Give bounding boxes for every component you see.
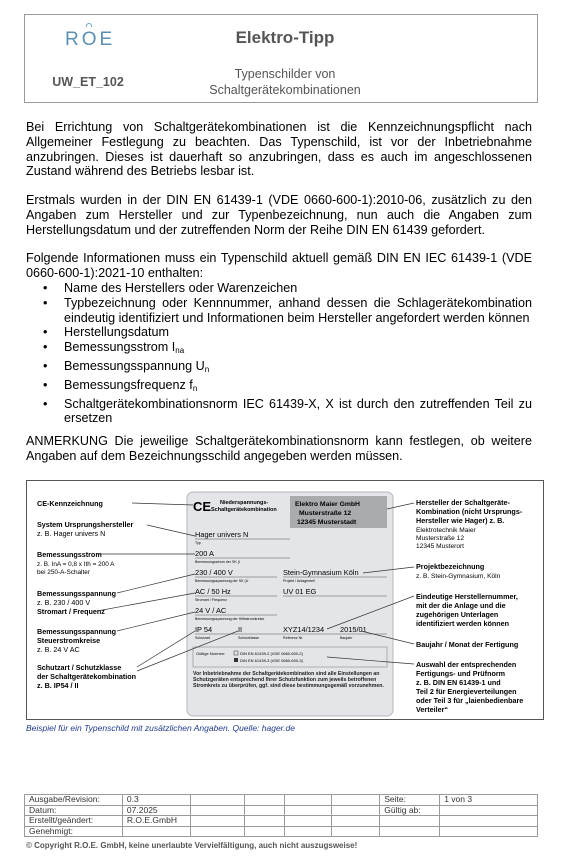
plate-ip-caption: Schutzart	[195, 636, 211, 640]
header-empty-cell	[419, 61, 537, 102]
right-labels	[416, 498, 523, 714]
label-current-example: z. B. InA = 0,8 x Ith = 200 A	[37, 561, 115, 568]
plate-type: Hager univers N	[195, 530, 249, 539]
label-control-example: z. B. 24 V AC	[37, 645, 80, 654]
plate-frequency: AC / 50 Hz	[195, 587, 231, 596]
plate-heading-2: Schaltgerätekombination	[211, 507, 277, 513]
date-label: Datum:	[25, 805, 123, 816]
label-voltage-example: z. B. 230 / 400 V	[37, 598, 91, 607]
approved-value	[122, 826, 190, 837]
revision-table	[24, 794, 538, 837]
revision-label: Ausgabe/Revision:	[25, 795, 123, 806]
plate-warning: Vor Inbetriebnahme der Schaltgerätekombination sind alle Einstellungen an Schutzgeräten entsprechend Ihrer Schutzfunktion zum jeweils betroffenen Stromkreis zu überprüfen, ggf. sind diese bestimmungsgemäß vorzunehmen.	[193, 671, 384, 690]
ce-mark: CE	[193, 499, 212, 514]
plate-ip: IP 54	[195, 625, 213, 634]
list-item: • Bemessungsfrequenz $f_n$	[26, 378, 532, 397]
plate-date-caption: Baujahr	[340, 636, 353, 640]
list-item: • Bemessungsspannung $U_n$	[26, 359, 532, 378]
table-row	[25, 816, 538, 827]
plate-project: Stein-Gymnasium Köln	[283, 568, 359, 577]
plate-current-caption: Bemessungsstrom der SK (I	[195, 560, 240, 564]
paragraph-2: Erstmals wurden in der DIN EN 61439-1 (VDE 0660-600-1):2010-06, zusätzlich zu den Angaben zum Hersteller und zur Typenbezeichnung, nun auch die Angaben zum Herstellungsdatum und der zutreffenden Norm der Reihe DIN EN 61439 gefordert.	[26, 193, 532, 237]
label-frequency: Stromart / Frequenz	[37, 607, 105, 616]
plate-class-caption: Schutzklasse	[238, 636, 260, 640]
manufacturer-street: Musterstraße 12	[299, 510, 352, 517]
plate-class: II	[238, 625, 243, 634]
plate-reference-caption: Referenz Nr.	[283, 636, 304, 640]
table-row	[25, 826, 538, 837]
table-row	[25, 805, 538, 816]
valid-from-value	[440, 805, 538, 816]
approved-label: Genehmigt:	[25, 826, 123, 837]
date-value: 07.2025	[122, 805, 190, 816]
label-ce: CE-Kennzeichnung	[37, 499, 103, 508]
norm-checkbox-2	[234, 658, 238, 662]
label-control-voltage: Bemessungsspannung	[37, 627, 117, 636]
copyright-notice: © Copyright R.O.E. GmbH, keine unerlaubte Vervielfältigung, auch nicht auszugsweise!	[26, 841, 358, 850]
label-manufacturer-city: 12345 Musterort	[416, 543, 465, 550]
title-cell	[151, 15, 419, 61]
page-value: 1 von 3	[440, 795, 538, 806]
table-row	[25, 795, 538, 806]
label-serial-4: identifiziert werden können	[416, 619, 510, 628]
label-build-year: Baujahr / Monat der Fertigung	[416, 640, 519, 649]
roe-logo	[65, 23, 116, 53]
author-label: Erstellt/geändert:	[25, 816, 123, 827]
label-control-circuits: Steuerstromkreise	[37, 636, 101, 645]
label-manufacturer-street: Musterstraße 12	[416, 535, 465, 542]
plate-current: 200 A	[195, 549, 214, 558]
left-labels	[37, 499, 136, 690]
label-serial-3: zugehörigen Unterlagen	[416, 610, 499, 619]
label-manufacturer-3: Hersteller wie Hager) z. B.	[416, 516, 505, 525]
typeplate-example-figure	[26, 480, 544, 720]
subtitle-line-1: Typenschilder von	[234, 66, 336, 81]
plate-project-caption: Projekt / Anlagenteil	[283, 579, 315, 583]
norm-1: DIN EN 61439-2 (VDE 0660-600-2)	[240, 651, 303, 656]
label-current-note: bei 250-A-Schalter	[37, 569, 90, 576]
norm-label: Gültige Normen:	[196, 651, 226, 656]
paragraph-1: Bei Errichtung von Schaltgerätekombinationen ist die Kennzeichnungspflicht nach Allgemeiner Festlegung zu beachten. Das Typenschild, ist vor der Inbetriebnahme anzubringen. Dieses ist dauerhaft so anzubringen, dass es auch im angeschlossenen Zustand während des Betriebs lesbar ist.	[26, 120, 532, 179]
valid-from-label: Gültig ab:	[380, 805, 440, 816]
label-norm: Auswahl der entsprechenden	[416, 660, 517, 669]
label-project-example: z. B. Stein-Gymnasium, Köln	[416, 573, 501, 580]
label-system: System Ursprungshersteller	[37, 520, 134, 529]
label-project: Projektbezeichnung	[416, 562, 485, 571]
list-item: • Bemessungsstrom $I_{na}$	[26, 340, 532, 359]
note-paragraph: ANMERKUNG Die jeweilige Schaltgerätekombinationsnorm kann festlegen, ob weitere Angaben auf dem Bezeichnungsschild angegeben werden müssen.	[26, 434, 532, 463]
label-system-example: z. B. Hager univers N	[37, 529, 106, 538]
subtitle-line-2: Schaltgerätekombinationen	[209, 82, 361, 97]
label-serial-2: mit der die Anlage und die	[416, 601, 506, 610]
label-manufacturer: Hersteller der Schaltgeräte-	[416, 498, 510, 507]
label-serial: Eindeutige Herstellernummer,	[416, 592, 518, 601]
document-subtitle	[209, 66, 361, 98]
plate-control-voltage: 24 V / AC	[195, 606, 227, 615]
author-value: R.O.E.GmbH	[122, 816, 190, 827]
code-cell	[25, 61, 151, 102]
label-norm-6: Verteiler“	[416, 705, 448, 714]
plate-date: 2015/01	[340, 625, 367, 634]
plate-heading-1: Niederspannungs-	[220, 500, 269, 506]
list-item: • Schaltgerätekombinationsnorm IEC 61439-X, X ist durch den zutreffenden Teil zu ersetzen	[26, 397, 532, 427]
plate-type-caption: Typ	[195, 541, 201, 545]
plate-frequency-caption: Stromart / Frequenz	[195, 598, 227, 602]
document-title: Elektro-Tipp	[235, 28, 335, 47]
label-voltage: Bemessungsspannung	[37, 589, 117, 598]
header-empty-cell	[419, 15, 537, 61]
paragraph-3: Folgende Informationen muss ein Typenschild aktuell gemäß DIN EN IEC 61439-1 (VDE 0660-600-1):2021-10 enthalten:	[26, 251, 532, 280]
requirement-list	[26, 281, 532, 426]
label-manufacturer-2: Kombination (nicht Ursprungs-	[416, 507, 523, 516]
figure-caption: Beispiel für ein Typenschild mit zusätzlichen Angaben. Quelle: hager.de	[26, 723, 296, 733]
plate-voltage-caption: Bemessungsspannung der SK (U	[195, 579, 249, 583]
subtitle-cell	[151, 61, 419, 102]
label-protection: Schutzart / Schutzklasse	[37, 663, 122, 672]
logo-text: ROE	[65, 29, 116, 50]
list-item: • Name des Herstellers oder Warenzeichen	[26, 281, 532, 296]
plate-uv: UV 01 EG	[283, 587, 317, 596]
plate-voltage: 230 / 400 V	[195, 568, 233, 577]
label-norm-2: Fertigungs- und Prüfnorm	[416, 669, 506, 678]
label-norm-4: Teil 2 für Energieverteilungen	[416, 687, 517, 696]
document-header	[24, 14, 538, 103]
logo-arc-icon	[86, 23, 92, 27]
plate-reference: XYZ14/1234	[283, 625, 325, 634]
plate-control-caption: Bemessungsspannung der Hilfsstromkreise	[195, 617, 265, 621]
norm-2: DIN EN 61439-3 (VDE 0660-600-3)	[240, 658, 303, 663]
document-code: UW_ET_102	[52, 74, 124, 89]
page-label: Seite:	[380, 795, 440, 806]
logo-cell	[25, 15, 151, 61]
list-item: • Herstellungsdatum	[26, 325, 532, 340]
typeplate-diagram	[27, 481, 543, 719]
list-item: • Typbezeichnung oder Kennnummer, anhand dessen die Schlagerätekombination eindeutig identifiziert und Informationen beim Hersteller angefordert werden können	[26, 296, 532, 326]
revision-value: 0.3	[122, 795, 190, 806]
label-manufacturer-example: Elektrotechnik Maier	[416, 527, 476, 534]
label-protection-2: der Schaltgerätekombination	[37, 672, 137, 681]
manufacturer-city: 12345 Musterstadt	[297, 519, 357, 526]
manufacturer-name: Elektro Maier GmbH	[295, 501, 360, 508]
label-protection-example: z. B. IP54 / II	[37, 681, 79, 690]
label-norm-5: oder Teil 3 für „laienbedienbare	[416, 696, 524, 705]
label-norm-3: z. B. DIN EN 61439-1 und	[416, 678, 501, 687]
label-current: Bemessungsstrom	[37, 550, 102, 559]
